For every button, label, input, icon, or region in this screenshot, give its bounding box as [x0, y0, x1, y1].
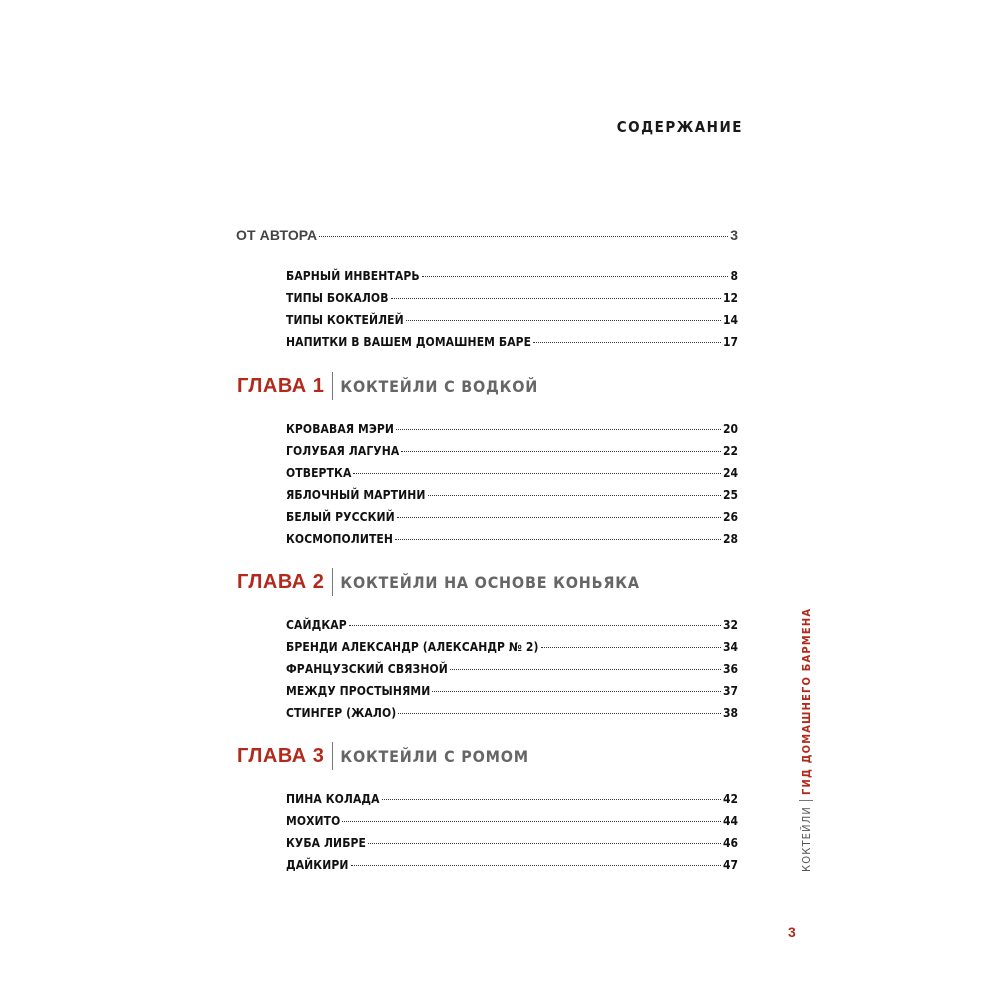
dot-leader	[396, 429, 721, 430]
toc-entry-label: КОСМОПОЛИТЕН	[286, 532, 394, 546]
dot-leader	[319, 236, 728, 237]
toc-entry-page: 26	[722, 510, 738, 524]
chapter-title: КОКТЕЙЛИ С РОМОМ	[340, 746, 529, 766]
toc-entry[interactable]	[286, 488, 738, 508]
running-header-vertical	[798, 608, 814, 872]
chapter-title: КОКТЕЙЛИ НА ОСНОВЕ КОНЬЯКА	[340, 572, 640, 592]
toc-entry-page: 8	[730, 269, 738, 283]
toc-entry-label: БЕЛЫЙ РУССКИЙ	[286, 510, 395, 524]
dot-leader	[353, 473, 721, 474]
toc-entry-page: 36	[722, 662, 738, 676]
toc-entry-label: ТИПЫ БОКАЛОВ	[286, 291, 389, 305]
toc-entry-label: ЯБЛОЧНЫЙ МАРТИНИ	[286, 488, 426, 502]
toc-entry[interactable]	[286, 792, 738, 812]
toc-entry-page: 3	[730, 227, 738, 243]
toc-entry-label: МОХИТО	[286, 814, 341, 828]
toc-entry[interactable]	[286, 466, 738, 486]
toc-entry[interactable]	[286, 510, 738, 530]
chapter-heading-3[interactable]	[237, 742, 529, 770]
toc-entry-page: 17	[722, 335, 738, 349]
running-header-divider	[799, 800, 813, 801]
toc-entry-page: 28	[722, 532, 738, 546]
toc-entry[interactable]	[286, 662, 738, 682]
toc-entry-label: ПИНА КОЛАДА	[286, 792, 380, 806]
toc-entry-label: НАПИТКИ В ВАШЕМ ДОМАШНЕМ БАРЕ	[286, 335, 532, 349]
page-heading: СОДЕРЖАНИЕ	[616, 118, 743, 136]
toc-entry-author[interactable]	[236, 227, 738, 247]
toc-entry[interactable]	[286, 836, 738, 856]
chapter-divider	[332, 568, 333, 596]
toc-entry-label: БАРНЫЙ ИНВЕНТАРЬ	[286, 269, 420, 283]
toc-entry[interactable]	[286, 335, 738, 355]
toc-entry-page: 22	[722, 444, 738, 458]
toc-entry-label: КУБА ЛИБРЕ	[286, 836, 367, 850]
toc-entry-label: ФРАНЦУЗСКИЙ СВЯЗНОЙ	[286, 662, 448, 676]
toc-entry-page: 34	[722, 640, 738, 654]
toc-entry-page: 14	[722, 313, 738, 327]
chapter-title: КОКТЕЙЛИ С ВОДКОЙ	[340, 376, 539, 396]
toc-entry-page: 38	[722, 706, 738, 720]
dot-leader	[428, 495, 721, 496]
dot-leader	[533, 342, 721, 343]
toc-entry-label: ДАЙКИРИ	[286, 858, 349, 872]
toc-entry[interactable]	[286, 640, 738, 660]
toc-entry-page: 46	[722, 836, 738, 850]
toc-entry-page: 44	[722, 814, 738, 828]
toc-entry-page: 32	[722, 618, 738, 632]
toc-entry-page: 25	[722, 488, 738, 502]
dot-leader	[368, 843, 721, 844]
toc-entry[interactable]	[286, 532, 738, 552]
dot-leader	[395, 539, 721, 540]
toc-entry-label: СТИНГЕР (ЖАЛО)	[286, 706, 397, 720]
toc-entry[interactable]	[286, 313, 738, 333]
toc-entry-page: 37	[722, 684, 738, 698]
dot-leader	[401, 451, 721, 452]
chapter-divider	[332, 372, 333, 400]
running-header-part-a: КОКТЕЙЛИ	[799, 806, 813, 872]
dot-leader	[432, 691, 721, 692]
dot-leader	[397, 517, 721, 518]
toc-entry[interactable]	[286, 422, 738, 442]
dot-leader	[422, 276, 729, 277]
toc-entry-page: 42	[722, 792, 738, 806]
dot-leader	[349, 625, 721, 626]
toc-entry-label: ОТВЕРТКА	[286, 466, 352, 480]
toc-entry[interactable]	[286, 706, 738, 726]
toc-entry-page: 47	[722, 858, 738, 872]
dot-leader	[391, 298, 721, 299]
toc-entry-label: ГОЛУБАЯ ЛАГУНА	[286, 444, 400, 458]
toc-entry[interactable]	[286, 444, 738, 464]
toc-entry-page: 20	[722, 422, 738, 436]
toc-entry-label: ТИПЫ КОКТЕЙЛЕЙ	[286, 313, 404, 327]
toc-entry-label: КРОВАВАЯ МЭРИ	[286, 422, 395, 436]
toc-entry-label: САЙДКАР	[286, 618, 347, 632]
dot-leader	[342, 821, 721, 822]
dot-leader	[382, 799, 721, 800]
dot-leader	[541, 647, 721, 648]
running-header-part-b: ГИД ДОМАШНЕГО БАРМЕНА	[799, 607, 813, 796]
toc-entry-page: 24	[722, 466, 738, 480]
toc-entry[interactable]	[286, 858, 738, 878]
toc-entry-label: БРЕНДИ АЛЕКСАНДР (АЛЕКСАНДР № 2)	[286, 640, 539, 654]
dot-leader	[406, 320, 721, 321]
toc-entry[interactable]	[286, 291, 738, 311]
page-number: 3	[788, 924, 796, 940]
chapter-number: ГЛАВА 3	[237, 744, 325, 767]
toc-entry[interactable]	[286, 814, 738, 834]
toc-entry[interactable]	[286, 684, 738, 704]
toc-entry-label: МЕЖДУ ПРОСТЫНЯМИ	[286, 684, 431, 698]
toc-entry[interactable]	[286, 269, 738, 289]
chapter-number: ГЛАВА 2	[237, 570, 325, 593]
chapter-divider	[332, 742, 333, 770]
dot-leader	[351, 865, 721, 866]
toc-entry-page: 12	[722, 291, 738, 305]
chapter-heading-1[interactable]	[237, 372, 538, 400]
chapter-number: ГЛАВА 1	[237, 374, 325, 397]
toc-entry[interactable]	[286, 618, 738, 638]
toc-entry-label: ОТ АВТОРА	[236, 227, 318, 243]
chapter-heading-2[interactable]	[237, 568, 640, 596]
dot-leader	[398, 713, 721, 714]
dot-leader	[450, 669, 721, 670]
